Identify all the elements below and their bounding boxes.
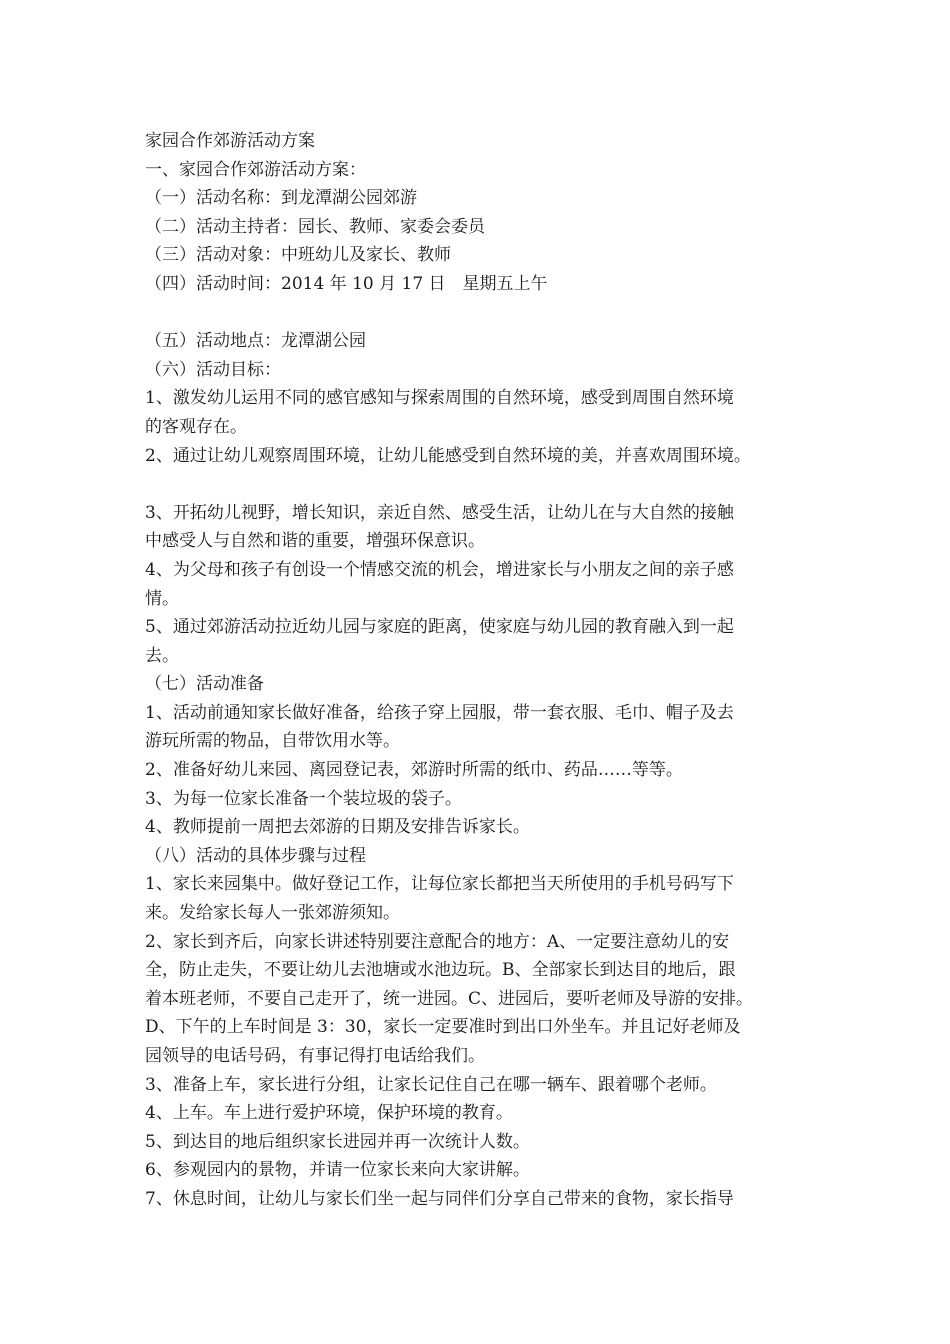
text-line: 1、活动前通知家长做好准备，给孩子穿上园服，带一套衣服、毛巾、帽子及去 [145,702,734,723]
document-title: 家园合作郊游活动方案 [145,131,315,151]
text-line: 全，防止走失，不要让幼儿去池塘或水池边玩。B、全部家长到达目的地后，跟 [145,960,736,981]
blank-line [145,299,825,328]
text-line: （一）活动名称：到龙潭湖公园郊游 [145,188,417,209]
text-line: 6、参观园内的景物，并请一位家长来向大家讲解。 [145,1160,530,1181]
text-line: 2、家长到齐后，向家长讲述特别要注意配合的地方：A、一定要注意幼儿的安 [145,931,730,952]
text-line: （八）活动的具体步骤与过程 [145,845,366,866]
text-line: 2、通过让幼儿观察周围环境，让幼儿能感受到自然环境的美，并喜欢周围环境。 [145,445,751,466]
text-line: （二）活动主持者：园长、教师、家委会委员 [145,216,485,237]
text-line: 4、教师提前一周把去郊游的日期及安排告诉家长。 [145,817,530,838]
text-line: （五）活动地点：龙潭湖公园 [145,331,366,352]
text-line: 3、为每一位家长准备一个装垃圾的袋子。 [145,788,462,809]
text-line: 5、通过郊游活动拉近幼儿园与家庭的距离，使家庭与幼儿园的教育融入到一起 [145,617,734,638]
text-line: 情。 [145,588,179,609]
text-line: 着本班老师，不要自己走开了，统一进园。C、进园后，要听老师及导游的安排。 [145,988,754,1009]
text-line: 游玩所需的物品，自带饮用水等。 [145,731,400,752]
text-line: 5、到达目的地后组织家长进园并再一次统计人数。 [145,1131,530,1152]
text-line: 7、休息时间，让幼儿与家长们坐一起与同伴们分享自己带来的食物，家长指导 [145,1188,734,1209]
text-line: 来。发给家长每人一张郊游须知。 [145,903,400,924]
blank-line [145,470,825,499]
text-line: （六）活动目标： [145,359,281,380]
text-line: 的客观存在。 [145,416,247,437]
text-line: 4、为父母和孩子有创设一个情感交流的机会，增进家长与小朋友之间的亲子感 [145,559,734,580]
text-line: 4、上车。车上进行爱护环境，保护环境的教育。 [145,1103,513,1124]
text-line: （四）活动时间：2014 年 10 月 17 日 星期五上午 [145,273,548,294]
text-line: 去。 [145,645,179,666]
text-line: D、下午的上车时间是 3：30，家长一定要准时到出口外坐车。并且记好老师及 [145,1017,741,1038]
text-line: （三）活动对象：中班幼儿及家长、教师 [145,245,451,266]
text-line: 园领导的电话号码，有事记得打电话给我们。 [145,1046,485,1066]
text-line: 2、准备好幼儿来园、离园登记表，郊游时所需的纸巾、药品……等等。 [145,760,683,781]
text-line: 1、激发幼儿运用不同的感官感知与探索周围的自然环境，感受到周围自然环境 [145,388,734,409]
text-line: 3、准备上车，家长进行分组，让家长记住自己在哪一辆车、跟着哪个老师。 [145,1074,717,1095]
text-line: 一、家园合作郊游活动方案： [145,159,366,180]
text-line: 3、开拓幼儿视野，增长知识，亲近自然、感受生活，让幼儿在与大自然的接触 [145,502,734,523]
text-line: 1、家长来园集中。做好登记工作，让每位家长都把当天所使用的手机号码写下 [145,874,734,895]
text-line: 中感受人与自然和谐的重要，增强环保意识。 [145,531,485,552]
document-body [145,127,825,1214]
text-line: （七）活动准备 [145,674,264,695]
